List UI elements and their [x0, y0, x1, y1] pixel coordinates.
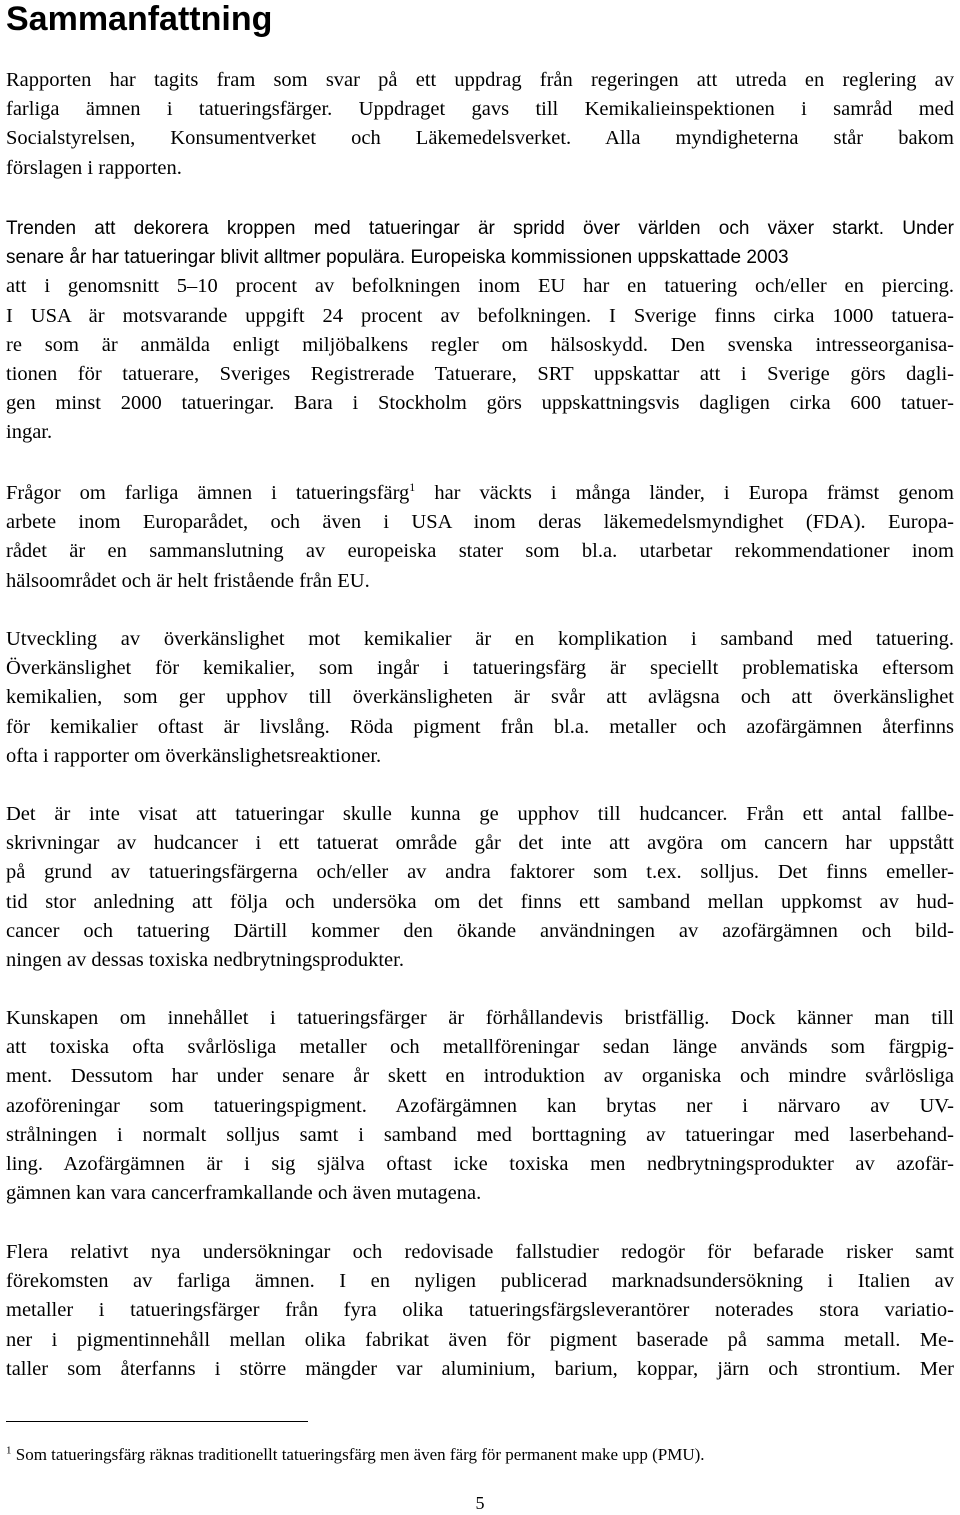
footnote-text: Som tatueringsfärg räknas traditionellt tatueringsfärg men även färg för permanent make upp (PMU). — [11, 1445, 705, 1464]
paragraph-line: rådet är en sammanslutning av europeiska stater som bl.a. utarbetar rekommendationer inom — [6, 540, 954, 563]
paragraph-line: cancer och tatuering Därtill kommer den ökande användningen av azofärgämnen och bild- — [6, 919, 954, 942]
paragraph-line: ner i pigmentinnehåll mellan olika fabrikat även för pigment baserade på samma metall. Me- — [6, 1328, 954, 1351]
page-number: 5 — [475, 1493, 485, 1513]
paragraph-line: farliga ämnen i tatueringsfärger. Uppdraget gavs till Kemikalieinspektionen i samråd med — [6, 98, 954, 121]
paragraph-line: metaller i tatueringsfärger från fyra olika tatueringsfärgsleverantörer noterades stora variatio- — [6, 1299, 954, 1322]
paragraph-line: Utveckling av överkänslighet mot kemikalier är en komplikation i samband med tatuering. — [6, 628, 954, 650]
paragraph-5 — [6, 800, 954, 975]
paragraph-text: Frågor om farliga ämnen i tatueringsfärg — [6, 482, 410, 504]
paragraph-line: förslagen i rapporten. — [6, 156, 182, 179]
paragraph-line: I USA är motsvarande uppgift 24 procent av befolkningen. I Sverige finns cirka 1000 tatuera- — [6, 304, 954, 327]
paragraph-text: har väckts i många länder, i Europa främst genom — [415, 482, 955, 504]
paragraph-line: att i genomsnitt 5–10 procent av befolkningen inom EU har en tatuering och/eller en piercing. — [6, 275, 954, 298]
page-heading: Sammanfattning — [6, 0, 273, 38]
paragraph-line: taller som återfanns i större mängder var aluminium, barium, koppar, järn och strontium. Mer — [6, 1357, 954, 1380]
paragraph-line: på grund av tatueringsfärgerna och/eller av andra faktorer som t.ex. solljus. Det finns emeller- — [6, 861, 954, 884]
paragraph-line: tionen för tatuerare, Sveriges Registrerade Tatuerare, SRT uppskattar att i Sverige görs dagli- — [6, 363, 954, 386]
footnote-marker: 1 — [6, 1444, 12, 1457]
paragraph-line: kemikalien, som ger upphov till överkänsligheten är svår att avlägsna och att överkänslighet — [6, 686, 954, 709]
paragraph-3 — [6, 479, 954, 596]
footnote-reference[interactable]: 1 — [409, 480, 416, 495]
paragraph-line: tid stor anledning att följa och undersöka om det finns ett samband mellan uppkomst av hud- — [6, 890, 954, 913]
paragraph-7 — [6, 1238, 954, 1384]
paragraph-line-partial — [6, 243, 954, 272]
paragraph-line: Överkänslighet för kemikalier, som ingår i tatueringsfärg är speciellt problematiska eftersom — [6, 657, 954, 680]
paragraph-line: strålningen i normalt solljus samt i samband med borttagning av tatueringar med laserbehand- — [6, 1123, 954, 1146]
paragraph-6 — [6, 1004, 954, 1208]
paragraph-line: gen minst 2000 tatueringar. Bara i Stockholm görs uppskattningsvis dagligen cirka 600 tatuer- — [6, 392, 954, 415]
paragraph-line: azoföreningar som tatueringspigment. Azofärgämnen kan brytas ner i närvaro av UV- — [6, 1094, 954, 1117]
paragraph-line: ling. Azofärgämnen är i sig själva oftast icke toxiska men nedbrytningsprodukter av azofär- — [6, 1153, 954, 1176]
paragraph-line: att toxiska ofta svårlösliga metaller och metallföreningar sedan länge används som färgpig- — [6, 1036, 954, 1059]
paragraph-line-with-footnote-ref — [6, 479, 954, 508]
paragraph-line: ningen av dessas toxiska nedbrytningsprodukter. — [6, 949, 404, 972]
paragraph-line: förekomsten av farliga ämnen. I en nyligen publicerad marknadsundersökning i Italien av — [6, 1270, 954, 1293]
paragraph-line: för kemikalier oftast är livslång. Röda pigment från bl.a. metaller och azofärgämnen återfinns — [6, 715, 954, 738]
paragraph-line: arbete inom Europarådet, och även i USA inom deras läkemedelsmyndighet (FDA). Europa- — [6, 511, 954, 534]
paragraph-line: Det är inte visat att tatueringar skulle kunna ge upphov till hudcancer. Från ett antal fallbe- — [6, 803, 954, 825]
paragraph-line: re som är anmälda enligt miljöbalkens regler om hälsoskydd. Den svenska intresseorganisa- — [6, 333, 954, 356]
footnote — [6, 1444, 954, 1466]
paragraph-line: ofta i rapporter om överkänslighetsreaktioner. — [6, 744, 382, 767]
paragraph-2 — [6, 214, 954, 448]
paragraph-4 — [6, 625, 954, 771]
paragraph-line: Socialstyrelsen, Konsumentverket och Läkemedelsverket. Alla myndigheterna står bakom — [6, 127, 954, 150]
paragraph-line: ingar. — [6, 421, 53, 444]
paragraph-line-text: senare år har tatueringar blivit alltmer populära. Europeiska kommissionen uppskattade 2003 — [6, 247, 789, 269]
footnote-separator — [6, 1421, 308, 1422]
paragraph-line: Rapporten har tagits fram som svar på ett uppdrag från regeringen att utreda en reglering av — [6, 69, 954, 91]
paragraph-line: Kunskapen om innehållet i tatueringsfärger är förhållandevis bristfällig. Dock känner man till — [6, 1007, 954, 1029]
paragraph-line: skrivningar av hudcancer i ett tatuerat område går det inte att avgöra om cancern har uppstått — [6, 832, 954, 855]
paragraph-line: Flera relativt nya undersökningar och redovisade fallstudier redogör för befarade risker samt — [6, 1241, 954, 1263]
paragraph-line: gämnen kan vara cancerframkallande och även mutagena. — [6, 1182, 482, 1205]
paragraph-line: Trenden att dekorera kroppen med tatueringar är spridd över världen och växer starkt. Under — [6, 218, 954, 239]
paragraph-line: ment. Dessutom har under senare år skett en introduktion av organiska och mindre svårlösliga — [6, 1065, 954, 1088]
paragraph-line: hälsoområdet och är helt fristående från EU. — [6, 569, 370, 592]
paragraph-1 — [6, 66, 954, 183]
